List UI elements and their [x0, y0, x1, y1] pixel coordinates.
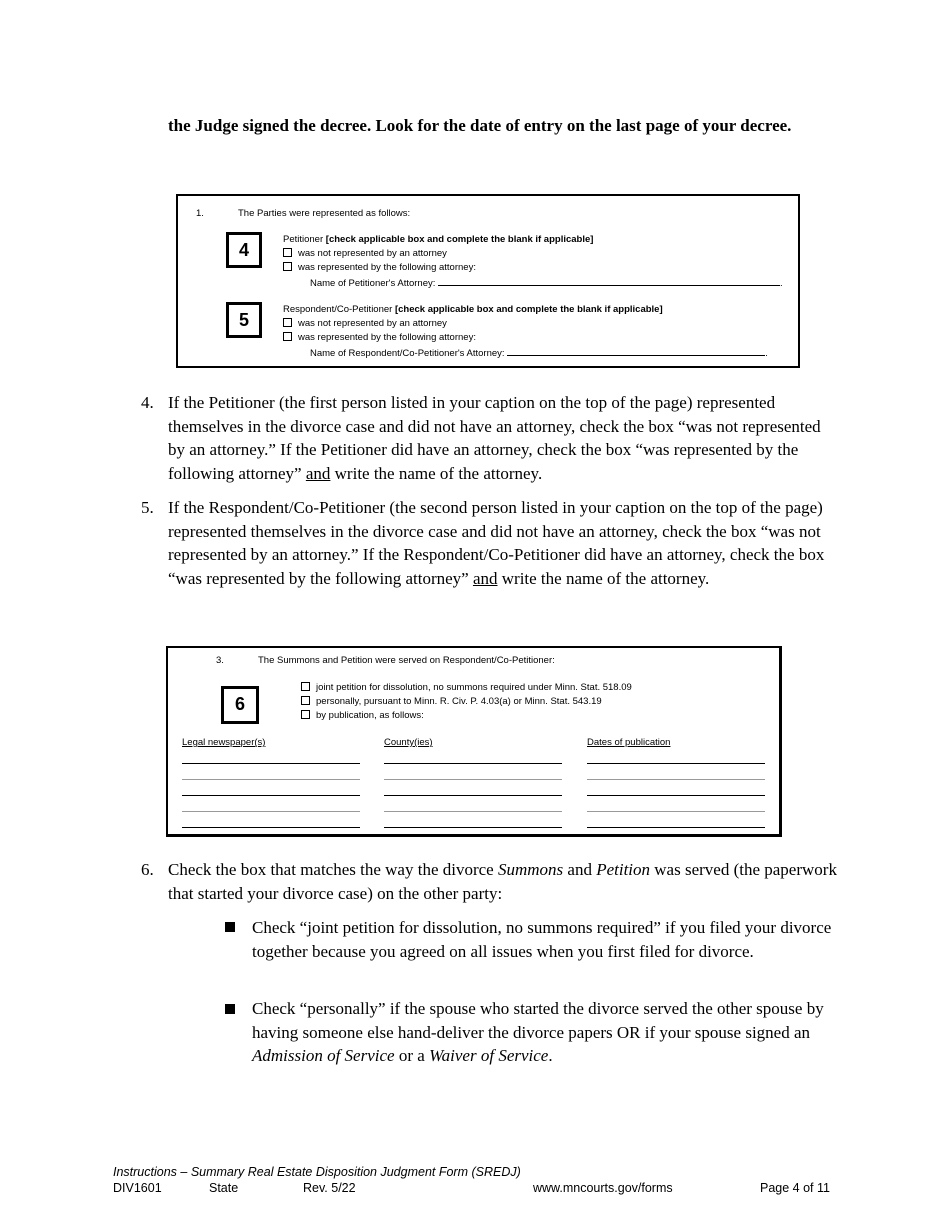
- service-options: [301, 681, 632, 723]
- resp-attorney-label: Name of Respondent/Co-Petitioner's Attorney:: [310, 348, 505, 359]
- item-6-number: 6.: [141, 860, 154, 879]
- footer-state: State: [209, 1181, 239, 1195]
- blank-line[interactable]: [587, 779, 765, 780]
- petitioner-instruction: [check applicable box and complete the blank if applicable]: [325, 234, 594, 245]
- item-6-text: [168, 858, 840, 905]
- callout-box-4: 4: [226, 232, 262, 268]
- personally-checkbox[interactable]: [301, 696, 310, 705]
- blank-line[interactable]: [587, 811, 765, 812]
- blank-line[interactable]: [384, 763, 562, 764]
- item-4-and: and: [305, 463, 331, 483]
- petitioner-section: Petitioner [check applicable box and complete the blank if applicable] was not represented by an attorney was represented by the following attorney: Name of Petitioner's Attorney: .: [283, 234, 783, 289]
- blank-line[interactable]: [182, 763, 360, 764]
- resp-option-represented: was represented by the following attorney:: [298, 332, 476, 343]
- blank-line[interactable]: [587, 795, 765, 796]
- col-legal-newspapers: Legal newspaper(s): [182, 737, 266, 748]
- blank-line[interactable]: [384, 827, 562, 828]
- blank-line[interactable]: [587, 763, 765, 764]
- resp-not-represented-checkbox[interactable]: [283, 318, 292, 327]
- form1-heading: The Parties were represented as follows:: [238, 208, 411, 219]
- pet-option-represented: was represented by the following attorney:: [298, 262, 476, 273]
- item-4-text-b: write the name of the attorney.: [330, 463, 543, 483]
- col-counties: County(ies): [384, 737, 433, 748]
- bullet-square-icon: [225, 922, 235, 932]
- blank-line[interactable]: [182, 795, 360, 796]
- item-5-and: and: [472, 568, 498, 588]
- instruction-item-5: [141, 496, 841, 614]
- footer-url[interactable]: www.mncourts.gov/forms: [533, 1181, 673, 1195]
- item-6-text-a: Check the box that matches the way the divorce: [168, 860, 498, 879]
- publication-checkbox[interactable]: [301, 710, 310, 719]
- instruction-item-6: [141, 858, 841, 906]
- blank-line[interactable]: [587, 827, 765, 828]
- form2-heading: The Summons and Petition were served on Respondent/Co-Petitioner:: [258, 655, 555, 666]
- bullet-joint-petition: Check “joint petition for dissolution, no summons required” if you filed your divorce together because you agreed on all issues when you first filed for divorce.: [252, 918, 832, 961]
- instruction-item-4: [141, 391, 841, 485]
- option-personally: personally, pursuant to Minn. R. Civ. P. 4.03(a) or Minn. Stat. 543.19: [316, 696, 602, 707]
- pet-option-not-represented: was not represented by an attorney: [298, 248, 447, 259]
- petitioner-label: Petitioner: [283, 234, 326, 245]
- item-4-text-a: If the Petitioner (the first person listed in your caption on the top of the page) represented themselves in the divorce case and did not have an attorney, check the box “was not represented by an attorney.” If the Petitioner did have an attorney, check the box “was represented by the following attorney”: [168, 393, 821, 483]
- item-5-text-a: If the Respondent/Co-Petitioner (the second person listed in your caption on the top of the page) represented themselves in the divorce case and did not have an attorney, check the box “was not represented by an attorney.” If the Respondent/Co-Petitioner did have an attorney, check the box “was represented by the following attorney”: [168, 498, 825, 588]
- blank-line[interactable]: [182, 811, 360, 812]
- bullet-2-or: or a: [394, 1046, 430, 1065]
- footer-title: Instructions – Summary Real Estate Disposition Judgment Form (SREDJ): [113, 1165, 521, 1179]
- respondent-label: Respondent/Co-Petitioner: [283, 304, 395, 315]
- bullet-2-end: .: [548, 1046, 553, 1065]
- option-publication: by publication, as follows:: [316, 710, 424, 721]
- blank-line[interactable]: [182, 779, 360, 780]
- option-joint-petition: joint petition for dissolution, no summons required under Minn. Stat. 518.09: [316, 682, 632, 693]
- callout-box-6: 6: [221, 686, 259, 724]
- item-5-text: [168, 496, 840, 590]
- bullet-2-waiver: Waiver of Service: [429, 1046, 549, 1065]
- form-excerpt-representation: [176, 194, 800, 368]
- item-4-number: 4.: [141, 393, 154, 412]
- blank-line[interactable]: [384, 795, 562, 796]
- intro-text: the Judge signed the decree. Look for the date of entry on the last page of your decree.: [168, 116, 792, 135]
- respondent-section: Respondent/Co-Petitioner [check applicable box and complete the blank if applicable] was not represented by an attorney was represented by the following attorney: Name of Respondent/Co-Petitioner's Attorney: .: [283, 304, 768, 359]
- callout-box-5: 5: [226, 302, 262, 338]
- bullet-2-text-a: Check “personally” if the spouse who started the divorce served the other spouse by having someone else hand-deliver the divorce papers OR if your spouse signed an: [252, 999, 824, 1042]
- item-6-text-c: was served (the paperwork that started your divorce case) on the other party:: [168, 860, 837, 903]
- bullet-personally: [252, 997, 842, 1068]
- pet-not-represented-checkbox[interactable]: [283, 248, 292, 257]
- item-5-number: 5.: [141, 498, 154, 517]
- item-4-text: [168, 391, 840, 485]
- pet-attorney-label: Name of Petitioner's Attorney:: [310, 278, 436, 289]
- pet-attorney-blank[interactable]: [438, 275, 780, 286]
- form-excerpt-service: [166, 646, 782, 837]
- blank-line[interactable]: [182, 827, 360, 828]
- form2-number: 3.: [216, 655, 224, 666]
- col-dates-publication: Dates of publication: [587, 737, 671, 748]
- resp-represented-checkbox[interactable]: [283, 332, 292, 341]
- blank-line[interactable]: [384, 779, 562, 780]
- footer-page-number: Page 4 of 11: [760, 1181, 830, 1195]
- resp-attorney-blank[interactable]: [507, 345, 765, 356]
- bullet-square-icon: [225, 1004, 235, 1014]
- bullet-2-admission: Admission of Service: [252, 1046, 395, 1065]
- item-6-text-b: and: [563, 860, 597, 879]
- footer-form-id: DIV1601: [113, 1181, 162, 1195]
- footer-revision: Rev. 5/22: [303, 1181, 356, 1195]
- respondent-instruction: [check applicable box and complete the blank if applicable]: [394, 304, 663, 315]
- item-6-petition: Petition: [596, 860, 651, 879]
- pet-represented-checkbox[interactable]: [283, 262, 292, 271]
- item-6-summons: Summons: [497, 860, 564, 879]
- form1-number: 1.: [196, 208, 204, 219]
- joint-petition-checkbox[interactable]: [301, 682, 310, 691]
- item-5-text-b: write the name of the attorney.: [497, 568, 710, 588]
- resp-option-not-represented: was not represented by an attorney: [298, 318, 447, 329]
- blank-line[interactable]: [384, 811, 562, 812]
